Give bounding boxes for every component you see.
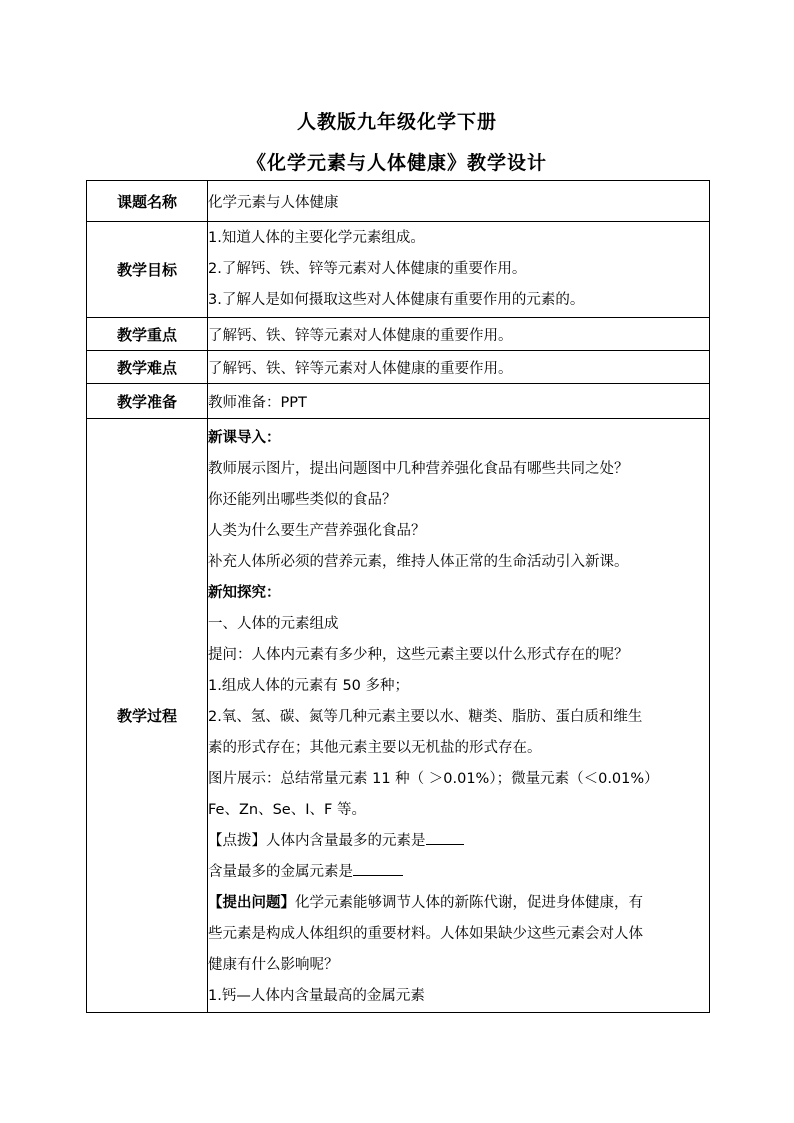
process-line: 素的形式存在；其他元素主要以无机盐的形式存在。 xyxy=(208,740,542,756)
document-title: 人教版九年级化学下册 xyxy=(296,111,497,133)
process-line: 教师展示图片，提出问题图中几种营养强化食品有哪些共同之处？ xyxy=(208,461,629,477)
table-row-topic xyxy=(87,181,710,222)
goal-item: 2.了解钙、铁、锌等元素对人体健康的重要作用。 xyxy=(208,261,527,277)
document-subtitle: 《化学元素与人体健康》教学设计 xyxy=(246,152,547,174)
topic-value: 化学元素与人体健康 xyxy=(208,181,710,222)
preparation-label: 教学准备 xyxy=(87,384,208,419)
process-line: 2.氧、氢、碳、氮等几种元素主要以水、糖类、脂肪、蛋白质和维生 xyxy=(208,709,643,725)
table-row-process xyxy=(87,419,710,1013)
goal-item: 3.了解人是如何摄取这些对人体健康有重要作用的元素的。 xyxy=(208,292,585,308)
answer-blank xyxy=(353,857,403,876)
process-line: 一、人体的元素组成 xyxy=(208,616,339,632)
topic-label: 课题名称 xyxy=(87,181,208,222)
process-line: 1.组成人体的元素有 50 多种； xyxy=(208,678,410,694)
table-row-difficulties xyxy=(87,351,710,384)
answer-blank xyxy=(426,826,464,845)
process-line: 健康有什么影响呢？ xyxy=(208,957,339,973)
tip-line xyxy=(208,826,709,857)
process-line: 1.钙—人体内含量最高的金属元素 xyxy=(208,988,425,1004)
process-content xyxy=(208,419,710,1013)
process-line: 些元素是构成人体组织的重要材料。人体如果缺少这些元素会对人体 xyxy=(208,926,643,942)
goals-label: 教学目标 xyxy=(87,222,208,318)
table-row-goals xyxy=(87,222,710,318)
question-text: 化学元素能够调节人体的新陈代谢，促进身体健康，有 xyxy=(295,895,643,911)
process-line: Fe、Zn、Se、I、F 等。 xyxy=(208,802,366,818)
process-line: 你还能列出哪些类似的食品？ xyxy=(208,492,397,508)
lesson-plan-table xyxy=(86,180,710,1013)
goal-item: 1.知道人体的主要化学元素组成。 xyxy=(208,230,425,246)
difficulties-value: 了解钙、铁、锌等元素对人体健康的重要作用。 xyxy=(208,351,710,384)
tip-text: 人体内含量最多的元素是 xyxy=(266,833,426,849)
question-line xyxy=(208,888,709,919)
explore-heading: 新知探究： xyxy=(208,585,281,601)
process-line: 提问：人体内元素有多少种，这些元素主要以什么形式存在的呢？ xyxy=(208,647,629,663)
table-row-key-points xyxy=(87,318,710,351)
process-line: 补充人体所必须的营养元素，维持人体正常的生命活动引入新课。 xyxy=(208,554,629,570)
intro-heading: 新课导入： xyxy=(208,430,281,446)
process-line: 人类为什么要生产营养强化食品？ xyxy=(208,523,426,539)
difficulties-label: 教学难点 xyxy=(87,351,208,384)
table-row-preparation xyxy=(87,384,710,419)
key-points-value: 了解钙、铁、锌等元素对人体健康的重要作用。 xyxy=(208,318,710,351)
preparation-value: 教师准备：PPT xyxy=(208,384,710,419)
goals-content xyxy=(208,222,710,318)
tip-prefix: 【点拨】 xyxy=(208,833,266,849)
process-line: 图片展示：总结常量元素 11 种（ ＞0.01%）；微量元素（＜0.01%） xyxy=(208,771,659,787)
metal-text: 含量最多的金属元素是 xyxy=(208,864,353,880)
key-points-label: 教学重点 xyxy=(87,318,208,351)
question-prefix: 【提出问题】 xyxy=(208,895,295,911)
metal-line xyxy=(208,857,709,888)
process-label: 教学过程 xyxy=(87,419,208,1013)
